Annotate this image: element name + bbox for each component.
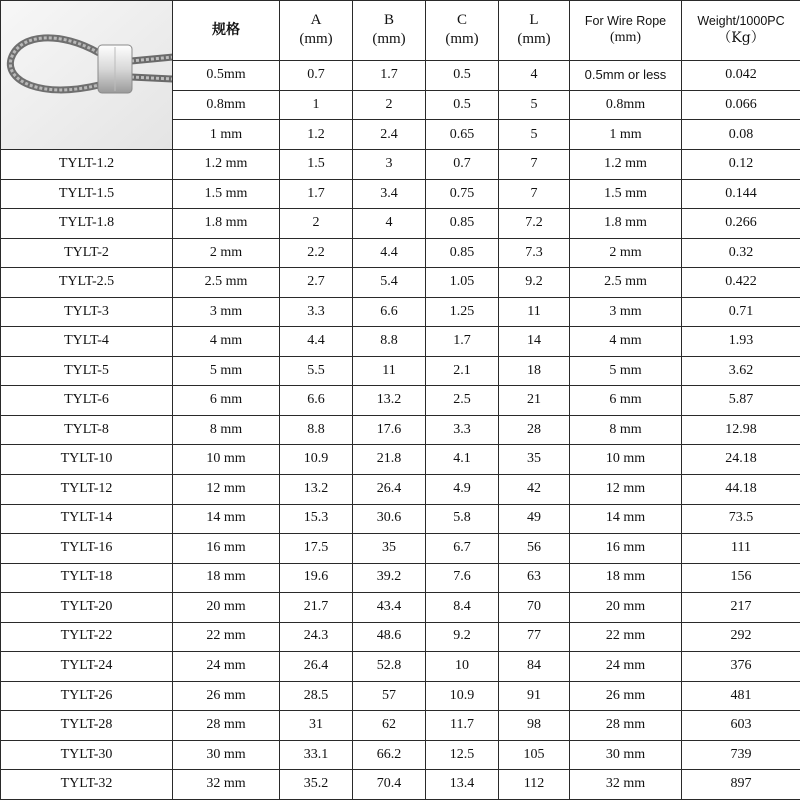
cell-c: 6.7 — [426, 534, 499, 564]
wire-rope-loop-image — [1, 1, 173, 149]
cell-l: 11 — [499, 297, 570, 327]
header-weight — [682, 1, 800, 61]
cell-rope: 18 mm — [570, 563, 682, 593]
cell-rope: 0.5mm or less — [570, 60, 682, 90]
cell-a: 2.7 — [280, 268, 353, 298]
header-a-label: A — [310, 12, 322, 29]
table-row — [1, 356, 800, 386]
cell-l: 28 — [499, 415, 570, 445]
cell-c: 3.3 — [426, 415, 499, 445]
cell-c: 0.65 — [426, 120, 499, 150]
cell-a: 8.8 — [280, 415, 353, 445]
cell-b: 30.6 — [353, 504, 426, 534]
cell-model: TYLT-12 — [1, 474, 173, 504]
cell-rope: 12 mm — [570, 474, 682, 504]
cell-a: 21.7 — [280, 593, 353, 623]
cell-b: 17.6 — [353, 415, 426, 445]
cell-weight: 3.62 — [682, 356, 800, 386]
cell-l: 63 — [499, 563, 570, 593]
cell-weight: 603 — [682, 711, 800, 741]
cell-model: TYLT-14 — [1, 504, 173, 534]
cell-b: 26.4 — [353, 474, 426, 504]
header-a — [280, 1, 353, 61]
cell-model: TYLT-1.2 — [1, 150, 173, 180]
header-for-wire-rope — [570, 1, 682, 61]
cell-b: 11 — [353, 356, 426, 386]
table-row — [1, 681, 800, 711]
cell-l: 5 — [499, 90, 570, 120]
table-row — [1, 534, 800, 564]
table-row — [1, 415, 800, 445]
cell-c: 4.1 — [426, 445, 499, 475]
cell-c: 2.1 — [426, 356, 499, 386]
cell-rope: 10 mm — [570, 445, 682, 475]
cell-weight: 0.422 — [682, 268, 800, 298]
cell-model: TYLT-1.5 — [1, 179, 173, 209]
cell-spec: 24 mm — [173, 652, 280, 682]
table-row — [1, 652, 800, 682]
cell-c: 0.85 — [426, 238, 499, 268]
cell-b: 70.4 — [353, 770, 426, 800]
cell-weight: 0.066 — [682, 90, 800, 120]
table-row — [1, 386, 800, 416]
cell-c: 1.25 — [426, 297, 499, 327]
header-rope-label: For Wire Rope — [584, 13, 667, 28]
cell-rope: 32 mm — [570, 770, 682, 800]
cell-spec: 8 mm — [173, 415, 280, 445]
cell-model: TYLT-2 — [1, 238, 173, 268]
cell-rope: 1 mm — [570, 120, 682, 150]
cell-rope: 1.2 mm — [570, 150, 682, 180]
cell-l: 18 — [499, 356, 570, 386]
cell-model: TYLT-20 — [1, 593, 173, 623]
cell-l: 91 — [499, 681, 570, 711]
table-row — [1, 209, 800, 239]
cell-b: 4 — [353, 209, 426, 239]
cell-c: 0.7 — [426, 150, 499, 180]
cell-model: TYLT-26 — [1, 681, 173, 711]
cell-rope: 26 mm — [570, 681, 682, 711]
cell-a: 2 — [280, 209, 353, 239]
cell-spec: 1 mm — [173, 120, 280, 150]
cell-b: 6.6 — [353, 297, 426, 327]
table-row — [1, 179, 800, 209]
cell-rope: 20 mm — [570, 593, 682, 623]
header-c-label: C — [456, 12, 467, 29]
cell-b: 2 — [353, 90, 426, 120]
cell-weight: 897 — [682, 770, 800, 800]
table-row — [1, 327, 800, 357]
cell-model: TYLT-28 — [1, 711, 173, 741]
cell-model: TYLT-22 — [1, 622, 173, 652]
cell-b: 35 — [353, 534, 426, 564]
cell-l: 49 — [499, 504, 570, 534]
cell-rope: 16 mm — [570, 534, 682, 564]
cell-a: 26.4 — [280, 652, 353, 682]
cell-rope: 30 mm — [570, 740, 682, 770]
cell-rope: 1.8 mm — [570, 209, 682, 239]
cell-rope: 14 mm — [570, 504, 682, 534]
cell-spec: 22 mm — [173, 622, 280, 652]
cell-a: 19.6 — [280, 563, 353, 593]
cell-c: 12.5 — [426, 740, 499, 770]
cell-c: 5.8 — [426, 504, 499, 534]
cell-a: 6.6 — [280, 386, 353, 416]
cell-spec: 4 mm — [173, 327, 280, 357]
table-row — [1, 593, 800, 623]
cell-l: 5 — [499, 120, 570, 150]
cell-b: 2.4 — [353, 120, 426, 150]
cell-weight: 0.71 — [682, 297, 800, 327]
cell-rope: 28 mm — [570, 711, 682, 741]
cell-weight: 0.08 — [682, 120, 800, 150]
cell-weight: 0.144 — [682, 179, 800, 209]
header-l-label: L — [529, 12, 539, 29]
cell-l: 70 — [499, 593, 570, 623]
cell-spec: 26 mm — [173, 681, 280, 711]
cell-c: 0.5 — [426, 60, 499, 90]
cell-weight: 481 — [682, 681, 800, 711]
cell-model: TYLT-8 — [1, 415, 173, 445]
cell-b: 66.2 — [353, 740, 426, 770]
cell-spec: 2 mm — [173, 238, 280, 268]
cell-b: 21.8 — [353, 445, 426, 475]
cell-model: TYLT-4 — [1, 327, 173, 357]
cell-a: 35.2 — [280, 770, 353, 800]
header-c-unit: (mm) — [445, 30, 479, 47]
cell-model: TYLT-18 — [1, 563, 173, 593]
table-row — [1, 297, 800, 327]
cell-weight: 24.18 — [682, 445, 800, 475]
table-row — [1, 504, 800, 534]
cell-model: TYLT-3 — [1, 297, 173, 327]
cell-b: 62 — [353, 711, 426, 741]
cell-model: TYLT-1.8 — [1, 209, 173, 239]
cell-b: 13.2 — [353, 386, 426, 416]
cell-spec: 12 mm — [173, 474, 280, 504]
cell-rope: 24 mm — [570, 652, 682, 682]
cell-l: 4 — [499, 60, 570, 90]
cell-model: TYLT-2.5 — [1, 268, 173, 298]
cell-weight: 376 — [682, 652, 800, 682]
cell-rope: 22 mm — [570, 622, 682, 652]
cell-b: 48.6 — [353, 622, 426, 652]
cell-spec: 28 mm — [173, 711, 280, 741]
table-row — [1, 150, 800, 180]
cell-rope: 2 mm — [570, 238, 682, 268]
header-l-unit: (mm) — [517, 30, 551, 47]
header-weight-unit: （Kg） — [717, 30, 765, 47]
header-b-label: B — [383, 12, 394, 29]
cell-a: 33.1 — [280, 740, 353, 770]
cell-spec: 16 mm — [173, 534, 280, 564]
table-row — [1, 268, 800, 298]
cell-a: 10.9 — [280, 445, 353, 475]
cell-spec: 3 mm — [173, 297, 280, 327]
cell-a: 0.7 — [280, 60, 353, 90]
cell-spec: 10 mm — [173, 445, 280, 475]
table-row — [1, 563, 800, 593]
cell-c: 0.5 — [426, 90, 499, 120]
cell-c: 2.5 — [426, 386, 499, 416]
table-row — [1, 770, 800, 800]
cell-weight: 217 — [682, 593, 800, 623]
cell-b: 5.4 — [353, 268, 426, 298]
cell-model: TYLT-10 — [1, 445, 173, 475]
cell-a: 1.2 — [280, 120, 353, 150]
table-row — [1, 740, 800, 770]
header-rope-unit: (mm) — [609, 30, 642, 46]
header-spec: 规格 — [173, 1, 280, 61]
cell-spec: 0.8mm — [173, 90, 280, 120]
cell-l: 9.2 — [499, 268, 570, 298]
cell-a: 1.5 — [280, 150, 353, 180]
cell-l: 7 — [499, 179, 570, 209]
cell-l: 7.2 — [499, 209, 570, 239]
cell-l: 77 — [499, 622, 570, 652]
header-a-unit: (mm) — [299, 30, 333, 47]
cell-l: 35 — [499, 445, 570, 475]
cell-a: 1.7 — [280, 179, 353, 209]
cell-c: 1.7 — [426, 327, 499, 357]
cell-spec: 2.5 mm — [173, 268, 280, 298]
cell-b: 4.4 — [353, 238, 426, 268]
cell-b: 52.8 — [353, 652, 426, 682]
cell-weight: 0.12 — [682, 150, 800, 180]
cell-l: 112 — [499, 770, 570, 800]
header-c — [426, 1, 499, 61]
cell-model: TYLT-5 — [1, 356, 173, 386]
cell-model: TYLT-32 — [1, 770, 173, 800]
cell-a: 3.3 — [280, 297, 353, 327]
cell-l: 14 — [499, 327, 570, 357]
cell-spec: 0.5mm — [173, 60, 280, 90]
cell-l: 42 — [499, 474, 570, 504]
cell-spec: 14 mm — [173, 504, 280, 534]
cell-spec: 5 mm — [173, 356, 280, 386]
cell-weight: 44.18 — [682, 474, 800, 504]
cell-c: 11.7 — [426, 711, 499, 741]
cell-spec: 32 mm — [173, 770, 280, 800]
cell-model: TYLT-24 — [1, 652, 173, 682]
cell-a: 15.3 — [280, 504, 353, 534]
cell-a: 5.5 — [280, 356, 353, 386]
cell-a: 31 — [280, 711, 353, 741]
cell-weight: 292 — [682, 622, 800, 652]
cell-weight: 0.042 — [682, 60, 800, 90]
cell-weight: 5.87 — [682, 386, 800, 416]
cell-weight: 156 — [682, 563, 800, 593]
cell-l: 84 — [499, 652, 570, 682]
header-b-unit: (mm) — [372, 30, 406, 47]
cell-weight: 73.5 — [682, 504, 800, 534]
cell-b: 1.7 — [353, 60, 426, 90]
header-b — [353, 1, 426, 61]
cell-weight: 0.32 — [682, 238, 800, 268]
cell-a: 13.2 — [280, 474, 353, 504]
cell-c: 8.4 — [426, 593, 499, 623]
cell-spec: 6 mm — [173, 386, 280, 416]
cell-spec: 1.5 mm — [173, 179, 280, 209]
table-row — [1, 622, 800, 652]
header-row — [1, 1, 800, 61]
cell-l: 7.3 — [499, 238, 570, 268]
cell-b: 3.4 — [353, 179, 426, 209]
cell-b: 8.8 — [353, 327, 426, 357]
cell-a: 17.5 — [280, 534, 353, 564]
cell-rope: 6 mm — [570, 386, 682, 416]
cell-c: 0.75 — [426, 179, 499, 209]
cell-rope: 8 mm — [570, 415, 682, 445]
cell-c: 10.9 — [426, 681, 499, 711]
cell-c: 7.6 — [426, 563, 499, 593]
cell-spec: 1.2 mm — [173, 150, 280, 180]
header-weight-label: Weight/1000PC — [697, 13, 785, 28]
cell-spec: 1.8 mm — [173, 209, 280, 239]
cell-a: 2.2 — [280, 238, 353, 268]
cell-c: 13.4 — [426, 770, 499, 800]
cell-b: 39.2 — [353, 563, 426, 593]
cell-weight: 0.266 — [682, 209, 800, 239]
cell-spec: 18 mm — [173, 563, 280, 593]
table-row — [1, 711, 800, 741]
cell-l: 56 — [499, 534, 570, 564]
cell-c: 9.2 — [426, 622, 499, 652]
cell-rope: 4 mm — [570, 327, 682, 357]
cell-a: 28.5 — [280, 681, 353, 711]
cell-c: 1.05 — [426, 268, 499, 298]
cell-weight: 111 — [682, 534, 800, 564]
table-row — [1, 474, 800, 504]
cell-rope: 3 mm — [570, 297, 682, 327]
cell-rope: 1.5 mm — [570, 179, 682, 209]
cell-c: 0.85 — [426, 209, 499, 239]
cell-c: 10 — [426, 652, 499, 682]
table-row — [1, 445, 800, 475]
product-photo — [1, 1, 173, 150]
cell-weight: 739 — [682, 740, 800, 770]
cell-b: 43.4 — [353, 593, 426, 623]
cell-b: 57 — [353, 681, 426, 711]
cell-l: 7 — [499, 150, 570, 180]
table-row — [1, 238, 800, 268]
cell-a: 1 — [280, 90, 353, 120]
header-l — [499, 1, 570, 61]
cell-c: 4.9 — [426, 474, 499, 504]
cell-b: 3 — [353, 150, 426, 180]
cell-a: 4.4 — [280, 327, 353, 357]
cell-model: TYLT-16 — [1, 534, 173, 564]
cell-l: 98 — [499, 711, 570, 741]
cell-spec: 20 mm — [173, 593, 280, 623]
cell-a: 24.3 — [280, 622, 353, 652]
cell-weight: 1.93 — [682, 327, 800, 357]
cell-weight: 12.98 — [682, 415, 800, 445]
cell-l: 105 — [499, 740, 570, 770]
cell-rope: 2.5 mm — [570, 268, 682, 298]
cell-l: 21 — [499, 386, 570, 416]
cell-model: TYLT-6 — [1, 386, 173, 416]
cell-rope: 5 mm — [570, 356, 682, 386]
cell-model: TYLT-30 — [1, 740, 173, 770]
cell-rope: 0.8mm — [570, 90, 682, 120]
cell-spec: 30 mm — [173, 740, 280, 770]
